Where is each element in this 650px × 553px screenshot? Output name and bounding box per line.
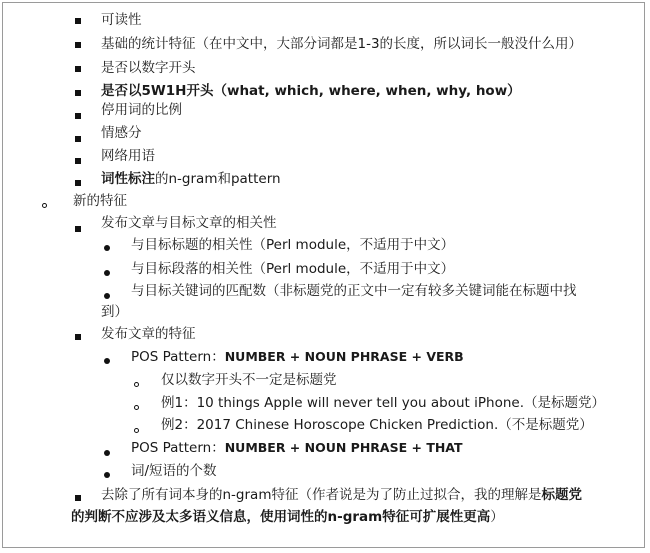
pos-pattern-value: NUMBER + NOUN PHRASE + THAT — [224, 440, 463, 455]
list-item: 仅以数字开头不一定是标题党 — [161, 372, 337, 388]
pos-tag-text: 的n-gram和pattern — [155, 171, 281, 187]
list-item: 情感分 — [101, 125, 142, 141]
list-item: 与目标标题的相关性（Perl module，不适用于中文） — [131, 237, 455, 253]
list-item: 例1：10 things Apple will never tell you about iPhone.（是标题党） — [161, 395, 606, 411]
subsection-heading: 发布文章的特征 — [101, 326, 196, 342]
square-bullet-icon — [75, 113, 81, 119]
square-bullet-icon — [75, 136, 81, 142]
list-item: 网络用语 — [101, 148, 155, 164]
list-item: 可读性 — [101, 12, 142, 28]
final-note-bold: 标题党 — [541, 487, 582, 503]
list-item: 例2：2017 Chinese Horoscope Chicken Prediction.（不是标题党） — [161, 417, 593, 433]
circle-bullet-icon — [134, 382, 139, 387]
square-bullet-icon — [75, 180, 81, 186]
final-note-bold-line2: 的判断不应涉及太多语义信息，使用词性的n-gram特征可扩展性更高 — [71, 509, 491, 525]
final-note — [101, 484, 582, 506]
dot-bullet-icon — [104, 293, 110, 299]
final-note-tail: ） — [490, 509, 504, 525]
final-note-text: 去除了所有词本身的n-gram特征（作者说是为了防止过拟合，我的理解是 — [101, 487, 542, 503]
list-item: 停用词的比例 — [101, 102, 182, 118]
pos-pattern-1 — [131, 346, 464, 368]
list-item: 是否以数字开头 — [101, 60, 196, 76]
dot-bullet-icon — [104, 450, 110, 456]
circle-bullet-icon — [134, 428, 139, 433]
final-note-line2 — [71, 506, 504, 528]
pos-pattern-2 — [131, 437, 463, 459]
section-heading: 新的特征 — [73, 193, 127, 209]
list-item — [101, 168, 281, 190]
dot-bullet-icon — [104, 358, 110, 364]
square-bullet-icon — [75, 42, 81, 48]
pos-pattern-prefix: POS Pattern： — [131, 349, 225, 365]
list-item: 与目标段落的相关性（Perl module，不适用于中文） — [131, 261, 455, 277]
square-bullet-icon — [75, 90, 81, 96]
square-bullet-icon — [75, 158, 81, 164]
square-bullet-icon — [75, 495, 81, 501]
square-bullet-icon — [75, 226, 81, 232]
dot-bullet-icon — [104, 245, 110, 251]
dot-bullet-icon — [104, 270, 110, 276]
list-item: 是否以5W1H开头（what, which, where, when, why, how） — [101, 83, 521, 99]
list-item: 词/短语的个数 — [131, 463, 217, 479]
square-bullet-icon — [75, 66, 81, 72]
dot-bullet-icon — [104, 472, 110, 478]
list-item: 与目标关键词的匹配数（非标题党的正文中一定有较多关键词能在标题中找 — [131, 283, 577, 299]
circle-bullet-icon — [134, 405, 139, 410]
square-bullet-icon — [75, 18, 81, 24]
circle-bullet-icon — [42, 203, 47, 208]
list-item: 基础的统计特征（在中文中，大部分词都是1-3的长度，所以词长一般没什么用） — [101, 36, 583, 52]
square-bullet-icon — [75, 334, 81, 340]
pos-pattern-prefix: POS Pattern： — [131, 440, 225, 456]
pos-pattern-value: NUMBER + NOUN PHRASE + VERB — [224, 349, 464, 364]
pos-tag-label: 词性标注 — [101, 171, 155, 187]
list-item-continuation: 到） — [101, 304, 128, 320]
subsection-heading: 发布文章与目标文章的相关性 — [101, 215, 277, 231]
